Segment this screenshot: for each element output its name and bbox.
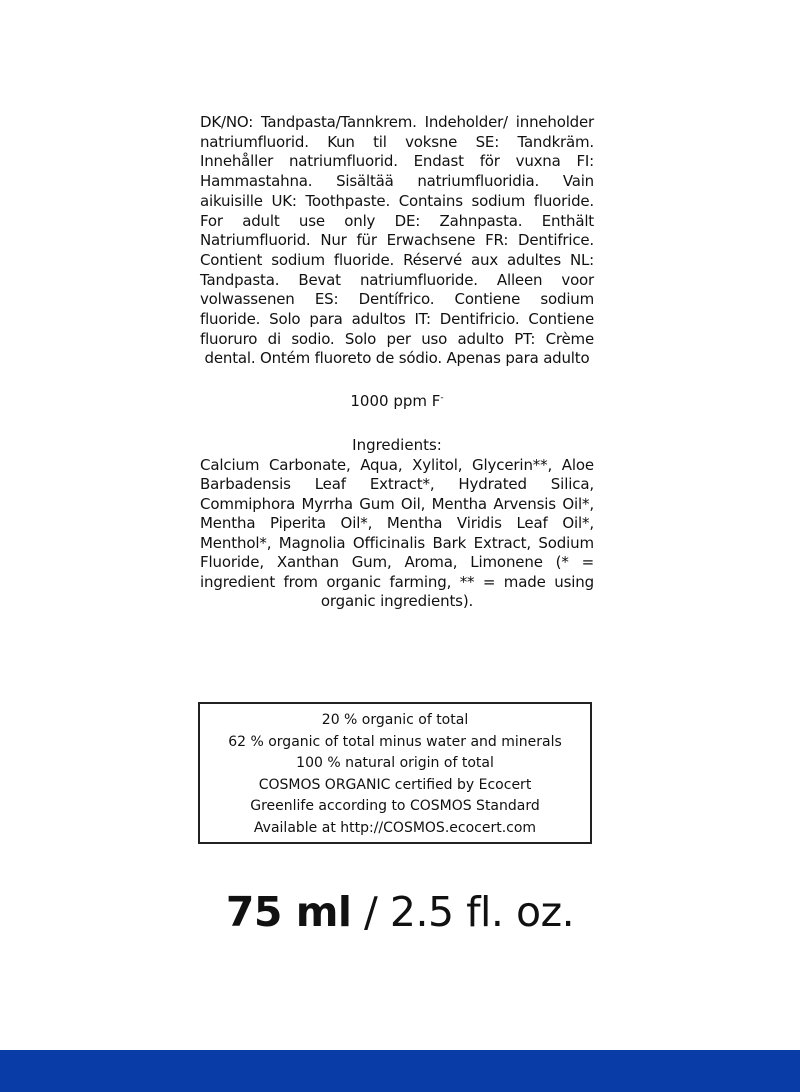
multilingual-product-description: DK/NO: Tandpasta/Tannkrem. Indeholder/ inneholder natriumfluorid. Kun til voksne SE: Tandkräm. Innehåller natriumfluorid. Endast för vuxna FI: Hammastahna. Sisältää natriumfluoridia. Vain aikuisille UK: Toothpaste. Contains sodium fluoride. For adult use only DE: Zahnpasta. Enthält Natriumfluorid. Nur für Erwachsene FR: Dentifrice. Contient sodium fluoride. Réservé aux adultes NL: Tandpasta. Bevat natriumfluoride. Alleen voor volwassenen ES: Dentífrico. Contiene sodium fluoride. Solo para adultos IT: Dentifricio. Contiene fluoruro di sodio. Solo per uso adulto PT: Crème dental. Ontém fluoreto de sódio. Apenas para adulto bbox=[200, 113, 594, 368]
blue-bottom-band bbox=[0, 1050, 800, 1092]
label-text-block bbox=[200, 113, 594, 612]
organic-line-total: 20 % organic of total bbox=[321, 712, 469, 728]
organic-line-minus-water: 62 % organic of total minus water and minerals bbox=[228, 733, 562, 750]
organic-line-standard: Greenlife according to COSMOS Standard bbox=[250, 798, 540, 815]
fluoride-concentration bbox=[200, 388, 594, 411]
fluoride-amount: 1000 ppm F bbox=[350, 392, 441, 411]
fluoride-ion-superscript: - bbox=[440, 393, 444, 404]
organic-line-website: Available at http://COSMOS.ecocert.com bbox=[253, 819, 537, 836]
volume-imperial: 2.5 fl. oz. bbox=[389, 888, 575, 936]
organic-line-natural-origin: 100 % natural origin of total bbox=[296, 755, 494, 772]
net-volume bbox=[0, 884, 800, 940]
volume-separator: / bbox=[351, 888, 390, 936]
organic-certification-box bbox=[198, 702, 592, 844]
volume-metric: 75 ml bbox=[225, 888, 352, 936]
ingredients-list: Calcium Carbonate, Aqua, Xylitol, Glycerin**, Aloe Barbadensis Leaf Extract*, Hydrated Silica, Commiphora Myrrha Gum Oil, Mentha Arvensis Oil*, Mentha Piperita Oil*, Mentha Viridis Leaf Oil*, Menthol*, Magnolia Officinalis Bark Extract, Sodium Fluoride, Xanthan Gum, Aroma, Limonene (* = ingredient from organic farming, ** = made using organic ingredients). bbox=[200, 455, 594, 611]
ingredients-heading: Ingredients: bbox=[352, 436, 442, 455]
organic-line-certifier: COSMOS ORGANIC certified by Ecocert bbox=[258, 776, 532, 793]
